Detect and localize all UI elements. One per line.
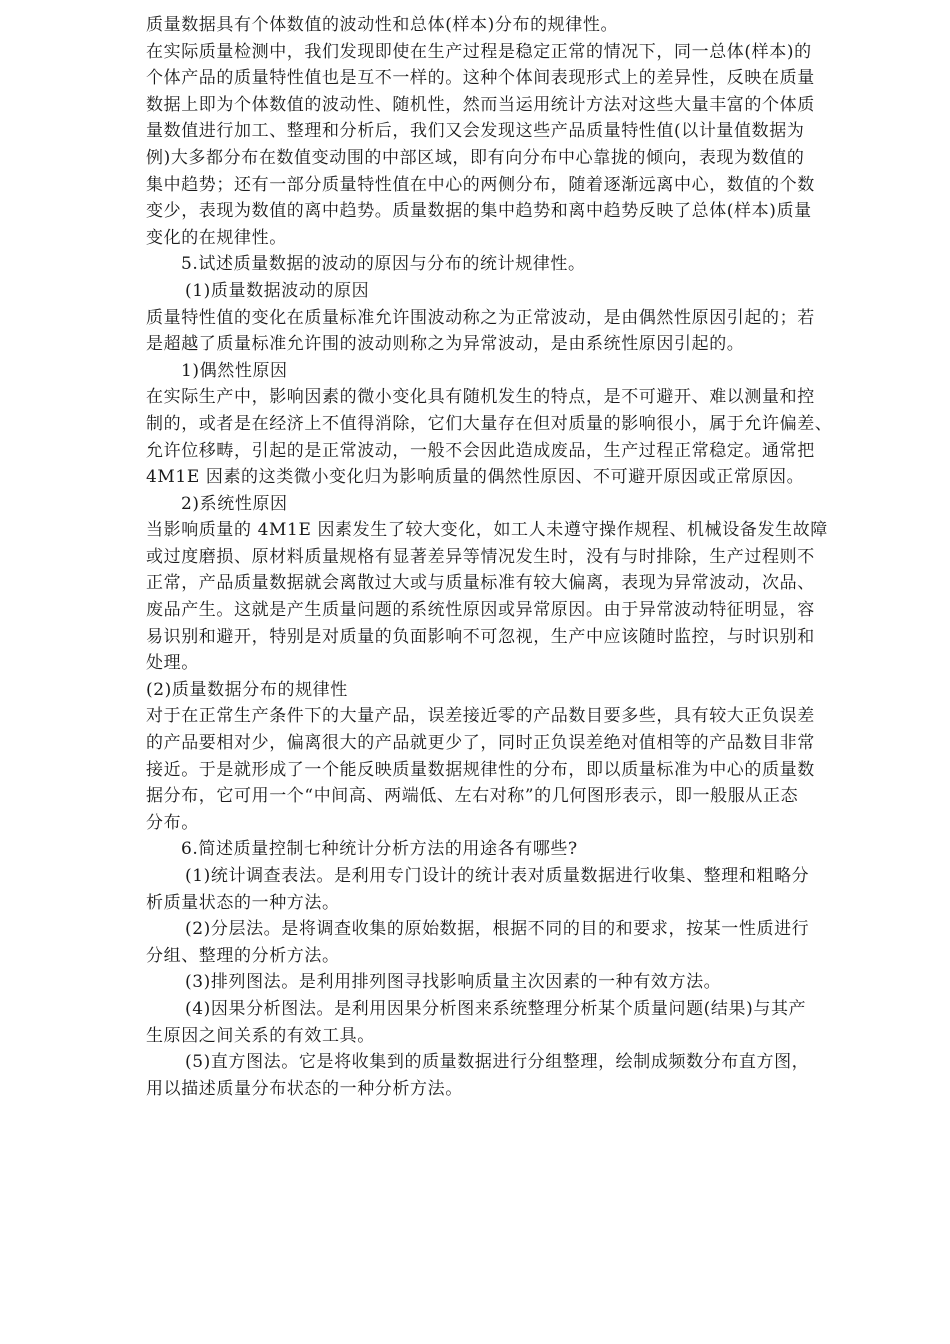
text-line: 质量数据具有个体数值的波动性和总体(样本)分布的规律性。 bbox=[146, 15, 619, 35]
text-line: 允许位移畴，引起的是正常波动，一般不会因此造成废品，生产过程正常稳定。通常把 bbox=[146, 440, 815, 461]
text-line: 在实际质量检测中，我们发现即使在生产过程是稳定正常的情况下，同一总体(样本)的 bbox=[146, 41, 812, 62]
text-line: (1)质量数据波动的原因 bbox=[185, 280, 370, 301]
text-line: 5.试述质量数据的波动的原因与分布的统计规律性。 bbox=[181, 254, 586, 275]
text-line: (2)质量数据分布的规律性 bbox=[146, 679, 348, 700]
text-line: 处理。 bbox=[146, 653, 199, 674]
text-line: 制的，或者是在经济上不值得消除，它们大量存在但对质量的影响很小，属于允许偏差、 bbox=[146, 413, 833, 434]
text-line: 质量特性值的变化在质量标准允许围波动称之为正常波动，是由偶然性原因引起的；若 bbox=[146, 307, 815, 328]
text-line: 据分布，它可用一个“中间高、两端低、左右对称”的几何图形表示，即一般服从正态 bbox=[146, 786, 799, 807]
text-line: 或过度磨损、原材料质量规格有显著差异等情况发生时，没有与时排除，生产过程则不 bbox=[146, 546, 815, 567]
text-line: 废品产生。这就是产生质量问题的系统性原因或异常原因。由于异常波动特征明显，容 bbox=[146, 600, 815, 621]
text-line: (3)排列图法。是利用排列图寻找影响质量主次因素的一种有效方法。 bbox=[185, 972, 722, 993]
text-line: 变少，表现为数值的离中趋势。质量数据的集中趋势和离中趋势反映了总体(样本)质量 bbox=[146, 201, 812, 222]
text-line: 6.简述质量控制七种统计分析方法的用途各有哪些? bbox=[181, 839, 578, 860]
text-line: 在实际生产中，影响因素的微小变化具有随机发生的特点，是不可避开、难以测量和控 bbox=[146, 387, 815, 408]
text-line: 例)大多都分布在数值变动围的中部区域，即有向分布中心靠拢的倾向，表现为数值的 bbox=[146, 147, 805, 168]
text-line: 正常，产品质量数据就会离散过大或与质量标准有较大偏离，表现为异常波动，次品、 bbox=[146, 573, 815, 594]
text-line: 生原因之间关系的有效工具。 bbox=[146, 1025, 375, 1046]
text-line: (1)统计调查表法。是利用专门设计的统计表对质量数据进行收集、整理和粗略分 bbox=[185, 866, 810, 886]
text-line: 数据上即为个体数值的波动性、随机性，然而当运用统计方法对这些大量丰富的个体质 bbox=[146, 94, 815, 115]
text-line: 分组、整理的分析方法。 bbox=[146, 945, 340, 966]
text-line: 集中趋势；还有一部分质量特性值在中心的两侧分布，随着逐渐远离中心，数值的个数 bbox=[146, 174, 815, 195]
text-line: 当影响质量的 4M1E 因素发生了较大变化，如工人未遵守操作规程、机械设备发生故障 bbox=[146, 520, 828, 541]
text-line: 分布。 bbox=[146, 812, 199, 833]
text-line: 易识别和避开，特别是对质量的负面影响不可忽视，生产中应该随时监控，与时识别和 bbox=[146, 626, 815, 647]
text-line: 用以描述质量分布状态的一种分析方法。 bbox=[146, 1078, 463, 1099]
text-line: (2)分层法。是将调查收集的原始数据，根据不同的目的和要求，按某一性质进行 bbox=[185, 919, 810, 940]
text-line: 变化的在规律性。 bbox=[146, 227, 287, 248]
document-body bbox=[146, 12, 876, 1102]
text-line: 析质量状态的一种方法。 bbox=[146, 892, 340, 913]
text-line: 4M1E 因素的这类微小变化归为影响质量的偶然性原因、不可避开原因或正常原因。 bbox=[146, 467, 805, 488]
text-line: (5)直方图法。它是将收集到的质量数据进行分组整理，绘制成频数分布直方图， bbox=[185, 1052, 810, 1073]
text-line: 的产品要相对少，偏离很大的产品就更少了，同时正负误差绝对值相等的产品数目非常 bbox=[146, 733, 815, 754]
text-line: 1)偶然性原因 bbox=[181, 360, 288, 381]
text-line: 个体产品的质量特性值也是互不一样的。这种个体间表现形式上的差异性，反映在质量 bbox=[146, 68, 815, 89]
text-line: 对于在正常生产条件下的大量产品，误差接近零的产品数目要多些，具有较大正负误差 bbox=[146, 706, 815, 727]
text-line: (4)因果分析图法。是利用因果分析图来系统整理分析某个质量问题(结果)与其产 bbox=[185, 998, 807, 1019]
text-line: 量数值进行加工、整理和分析后，我们又会发现这些产品质量特性值(以计量值数据为 bbox=[146, 121, 805, 142]
text-line: 接近。于是就形成了一个能反映质量数据规律性的分布，即以质量标准为中心的质量数 bbox=[146, 759, 815, 780]
text-line: 2)系统性原因 bbox=[181, 493, 288, 514]
text-line: 是超越了质量标准允许围的波动则称之为异常波动，是由系统性原因引起的。 bbox=[146, 334, 745, 355]
